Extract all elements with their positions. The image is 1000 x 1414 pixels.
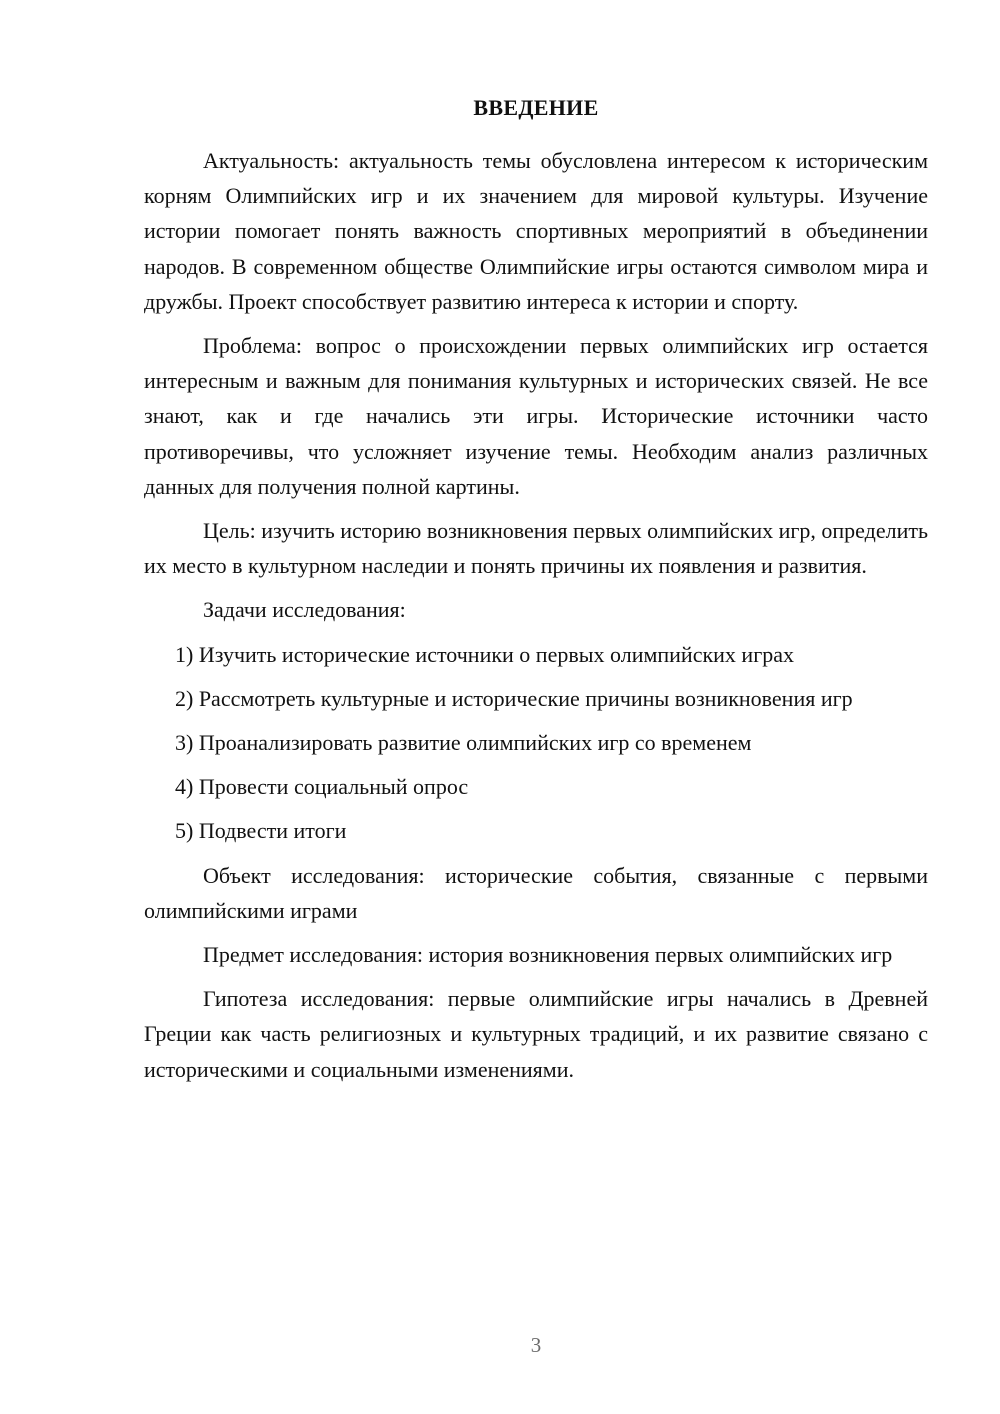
task-item: 4) Провести социальный опрос	[175, 774, 469, 800]
task-item: 2) Рассмотреть культурные и исторические причины возникновения игр	[175, 685, 853, 711]
object-paragraph: Объект исследования: исторические события, связанные с первыми олимпийскими играми	[144, 862, 928, 923]
subject-paragraph: Предмет исследования: история возникновения первых олимпийских игр	[203, 942, 893, 968]
page-title: ВВЕДЕНИЕ	[473, 95, 599, 120]
task-item: 3) Проанализировать развитие олимпийских игр со временем	[175, 730, 752, 756]
document-body	[144, 143, 928, 1096]
goal-paragraph: Цель: изучить историю возникновения первых олимпийских игр, определить их место в культурном наследии и понять причины их появления и развития.	[144, 518, 929, 579]
hypothesis-paragraph: Гипотеза исследования: первые олимпийские игры начались в Древней Греции как часть религиозных и культурных традиций, и их развитие связано с историческими и социальными изменениями.	[144, 986, 928, 1082]
task-item: 1) Изучить исторические источники о первых олимпийских играх	[175, 641, 794, 667]
task-item: 5) Подвести итоги	[175, 818, 347, 844]
tasks-heading: Задачи исследования:	[203, 597, 406, 623]
problem-paragraph: Проблема: вопрос о происхождении первых олимпийских игр остается интересным и важным для понимания культурных и исторических связей. Не все знают, как и где начались эти игры. Исторические источники часто противоречивы, что усложняет изучение темы. Необходим анализ различных данных для получения полной картины.	[144, 333, 928, 499]
relevance-paragraph: Актуальность: актуальность темы обусловлена интересом к историческим корням Олимпийских игр и их значением для мировой культуры. Изучение истории помогает понять важность спортивных мероприятий в объединении народов. В современном обществе Олимпийские игры остаются символом мира и дружбы. Проект способствует развитию интереса к истории и спорту.	[144, 148, 928, 314]
page-number: 3	[530, 1333, 542, 1357]
